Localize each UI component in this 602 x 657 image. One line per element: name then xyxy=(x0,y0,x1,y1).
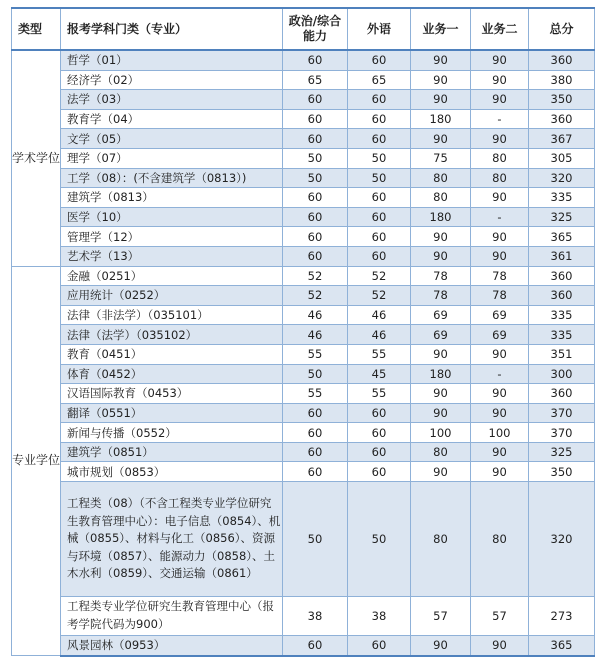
table-row xyxy=(12,482,595,597)
table-row xyxy=(12,305,595,325)
table-row xyxy=(12,148,595,168)
subject-name: 经济学（02） xyxy=(61,70,283,90)
table-row xyxy=(12,325,595,345)
table-row xyxy=(12,90,595,110)
subject-name: 工程类专业学位研究生教育管理中心（报考学院代码为900） xyxy=(61,597,283,636)
foreign-score: 45 xyxy=(348,364,411,384)
course1-score: 57 xyxy=(411,597,471,636)
total-score: 380 xyxy=(529,70,595,90)
course2-score: 90 xyxy=(471,50,529,70)
header-type: 类型 xyxy=(12,8,61,50)
course2-score: 80 xyxy=(471,148,529,168)
total-score: 320 xyxy=(529,168,595,188)
course2-score: 90 xyxy=(471,344,529,364)
foreign-score: 60 xyxy=(348,227,411,247)
subject-name: 建筑学（0851） xyxy=(61,442,283,462)
course2-score: 90 xyxy=(471,246,529,266)
header-politics: 政治/综合能力 xyxy=(283,8,348,50)
foreign-score: 60 xyxy=(348,129,411,149)
total-score: 360 xyxy=(529,266,595,286)
course2-score: 78 xyxy=(471,286,529,306)
politics-score: 55 xyxy=(283,384,348,404)
subject-name: 应用统计（0252） xyxy=(61,286,283,306)
header-foreign: 外语 xyxy=(348,8,411,50)
header-row xyxy=(12,8,595,50)
course2-score: 90 xyxy=(471,188,529,208)
table-row xyxy=(12,462,595,482)
table-row xyxy=(12,188,595,208)
politics-score: 60 xyxy=(283,129,348,149)
politics-score: 52 xyxy=(283,266,348,286)
foreign-score: 52 xyxy=(348,286,411,306)
total-score: 370 xyxy=(529,423,595,443)
course1-score: 90 xyxy=(411,246,471,266)
foreign-score: 55 xyxy=(348,384,411,404)
table-row xyxy=(12,168,595,188)
total-score: 305 xyxy=(529,148,595,168)
politics-score: 52 xyxy=(283,286,348,306)
course1-score: 80 xyxy=(411,482,471,597)
course2-score: 90 xyxy=(471,129,529,149)
subject-name: 翻译（0551） xyxy=(61,403,283,423)
course2-score: - xyxy=(471,207,529,227)
course2-score: 90 xyxy=(471,384,529,404)
foreign-score: 60 xyxy=(348,423,411,443)
total-score: 360 xyxy=(529,384,595,404)
total-score: 350 xyxy=(529,462,595,482)
course2-score: 69 xyxy=(471,305,529,325)
subject-name: 风景园林（0953） xyxy=(61,636,283,656)
table-row xyxy=(12,70,595,90)
course2-score: - xyxy=(471,364,529,384)
table-row xyxy=(12,442,595,462)
course1-score: 90 xyxy=(411,403,471,423)
politics-score: 60 xyxy=(283,442,348,462)
subject-name: 文学（05） xyxy=(61,129,283,149)
foreign-score: 60 xyxy=(348,90,411,110)
course2-score: 100 xyxy=(471,423,529,443)
course1-score: 80 xyxy=(411,168,471,188)
table-row xyxy=(12,286,595,306)
politics-score: 50 xyxy=(283,148,348,168)
course1-score: 180 xyxy=(411,109,471,129)
header-total: 总分 xyxy=(529,8,595,50)
foreign-score: 60 xyxy=(348,636,411,656)
table-row xyxy=(12,423,595,443)
course2-score: 57 xyxy=(471,597,529,636)
subject-name: 建筑学（0813） xyxy=(61,188,283,208)
total-score: 273 xyxy=(529,597,595,636)
subject-name: 城市规划（0853） xyxy=(61,462,283,482)
total-score: 325 xyxy=(529,442,595,462)
total-score: 361 xyxy=(529,246,595,266)
subject-name: 工学（08）：(不含建筑学（0813）) xyxy=(61,168,283,188)
table-row xyxy=(12,207,595,227)
table-row xyxy=(12,109,595,129)
table-row xyxy=(12,597,595,636)
politics-score: 46 xyxy=(283,305,348,325)
course1-score: 75 xyxy=(411,148,471,168)
politics-score: 60 xyxy=(283,403,348,423)
foreign-score: 60 xyxy=(348,188,411,208)
politics-score: 60 xyxy=(283,50,348,70)
politics-score: 60 xyxy=(283,207,348,227)
table-row xyxy=(12,384,595,404)
course2-score: - xyxy=(471,109,529,129)
category-academic: 学术学位 xyxy=(12,50,61,266)
course1-score: 69 xyxy=(411,325,471,345)
course2-score: 80 xyxy=(471,168,529,188)
subject-name: 法学（03） xyxy=(61,90,283,110)
subject-name: 体育（0452） xyxy=(61,364,283,384)
foreign-score: 60 xyxy=(348,403,411,423)
total-score: 300 xyxy=(529,364,595,384)
politics-score: 46 xyxy=(283,325,348,345)
politics-score: 60 xyxy=(283,227,348,247)
politics-score: 60 xyxy=(283,188,348,208)
table-row xyxy=(12,344,595,364)
course2-score: 90 xyxy=(471,462,529,482)
foreign-score: 50 xyxy=(348,168,411,188)
foreign-score: 60 xyxy=(348,207,411,227)
total-score: 335 xyxy=(529,188,595,208)
table-row xyxy=(12,403,595,423)
course2-score: 90 xyxy=(471,442,529,462)
politics-score: 50 xyxy=(283,168,348,188)
politics-score: 60 xyxy=(283,109,348,129)
header-course2: 业务二 xyxy=(471,8,529,50)
course2-score: 69 xyxy=(471,325,529,345)
subject-name: 管理学（12） xyxy=(61,227,283,247)
total-score: 320 xyxy=(529,482,595,597)
politics-score: 55 xyxy=(283,344,348,364)
course1-score: 90 xyxy=(411,70,471,90)
course1-score: 90 xyxy=(411,462,471,482)
course1-score: 180 xyxy=(411,207,471,227)
total-score: 335 xyxy=(529,305,595,325)
total-score: 360 xyxy=(529,109,595,129)
foreign-score: 60 xyxy=(348,109,411,129)
total-score: 365 xyxy=(529,227,595,247)
total-score: 360 xyxy=(529,50,595,70)
course1-score: 90 xyxy=(411,50,471,70)
course1-score: 78 xyxy=(411,286,471,306)
course1-score: 90 xyxy=(411,384,471,404)
course2-score: 90 xyxy=(471,90,529,110)
politics-score: 60 xyxy=(283,636,348,656)
score-table xyxy=(11,7,595,657)
subject-name: 金融（0251） xyxy=(61,266,283,286)
foreign-score: 52 xyxy=(348,266,411,286)
politics-score: 60 xyxy=(283,462,348,482)
subject-name: 工程类（08）（不含工程类专业学位研究生教育管理中心）：电子信息（0854）、机械（0855）、材料与化工（0856）、资源与环境（0857）、能源动力（0858）、土木水利（0859）、交通运输（0861） xyxy=(61,482,283,597)
foreign-score: 65 xyxy=(348,70,411,90)
foreign-score: 55 xyxy=(348,344,411,364)
course1-score: 90 xyxy=(411,129,471,149)
politics-score: 60 xyxy=(283,90,348,110)
course1-score: 90 xyxy=(411,90,471,110)
politics-score: 50 xyxy=(283,364,348,384)
subject-name: 理学（07） xyxy=(61,148,283,168)
politics-score: 50 xyxy=(283,482,348,597)
course1-score: 180 xyxy=(411,364,471,384)
course2-score: 90 xyxy=(471,70,529,90)
foreign-score: 46 xyxy=(348,305,411,325)
table-row xyxy=(12,50,595,70)
foreign-score: 50 xyxy=(348,482,411,597)
subject-name: 新闻与传播（0552） xyxy=(61,423,283,443)
course2-score: 90 xyxy=(471,403,529,423)
foreign-score: 46 xyxy=(348,325,411,345)
category-professional: 专业学位 xyxy=(12,266,61,656)
course2-score: 78 xyxy=(471,266,529,286)
table-row xyxy=(12,246,595,266)
foreign-score: 60 xyxy=(348,50,411,70)
total-score: 370 xyxy=(529,403,595,423)
table-row xyxy=(12,266,595,286)
course1-score: 100 xyxy=(411,423,471,443)
politics-score: 65 xyxy=(283,70,348,90)
subject-name: 艺术学（13） xyxy=(61,246,283,266)
header-course1: 业务一 xyxy=(411,8,471,50)
course1-score: 69 xyxy=(411,305,471,325)
subject-name: 医学（10） xyxy=(61,207,283,227)
subject-name: 法律（法学）（035102） xyxy=(61,325,283,345)
course1-score: 80 xyxy=(411,188,471,208)
subject-name: 汉语国际教育（0453） xyxy=(61,384,283,404)
course1-score: 80 xyxy=(411,442,471,462)
foreign-score: 60 xyxy=(348,442,411,462)
subject-name: 法律（非法学）（035101） xyxy=(61,305,283,325)
total-score: 351 xyxy=(529,344,595,364)
foreign-score: 38 xyxy=(348,597,411,636)
subject-name: 哲学（01） xyxy=(61,50,283,70)
table-row xyxy=(12,636,595,656)
course1-score: 78 xyxy=(411,266,471,286)
course1-score: 90 xyxy=(411,227,471,247)
total-score: 365 xyxy=(529,636,595,656)
foreign-score: 60 xyxy=(348,246,411,266)
course1-score: 90 xyxy=(411,636,471,656)
total-score: 350 xyxy=(529,90,595,110)
subject-name: 教育学（04） xyxy=(61,109,283,129)
total-score: 367 xyxy=(529,129,595,149)
header-subject: 报考学科门类（专业） xyxy=(61,8,283,50)
subject-name: 教育（0451） xyxy=(61,344,283,364)
total-score: 325 xyxy=(529,207,595,227)
foreign-score: 60 xyxy=(348,462,411,482)
politics-score: 60 xyxy=(283,423,348,443)
table-row xyxy=(12,227,595,247)
table-row xyxy=(12,364,595,384)
total-score: 360 xyxy=(529,286,595,306)
foreign-score: 50 xyxy=(348,148,411,168)
total-score: 335 xyxy=(529,325,595,345)
course1-score: 90 xyxy=(411,344,471,364)
course2-score: 80 xyxy=(471,482,529,597)
course2-score: 90 xyxy=(471,636,529,656)
course2-score: 90 xyxy=(471,227,529,247)
politics-score: 38 xyxy=(283,597,348,636)
politics-score: 60 xyxy=(283,246,348,266)
table-row xyxy=(12,129,595,149)
